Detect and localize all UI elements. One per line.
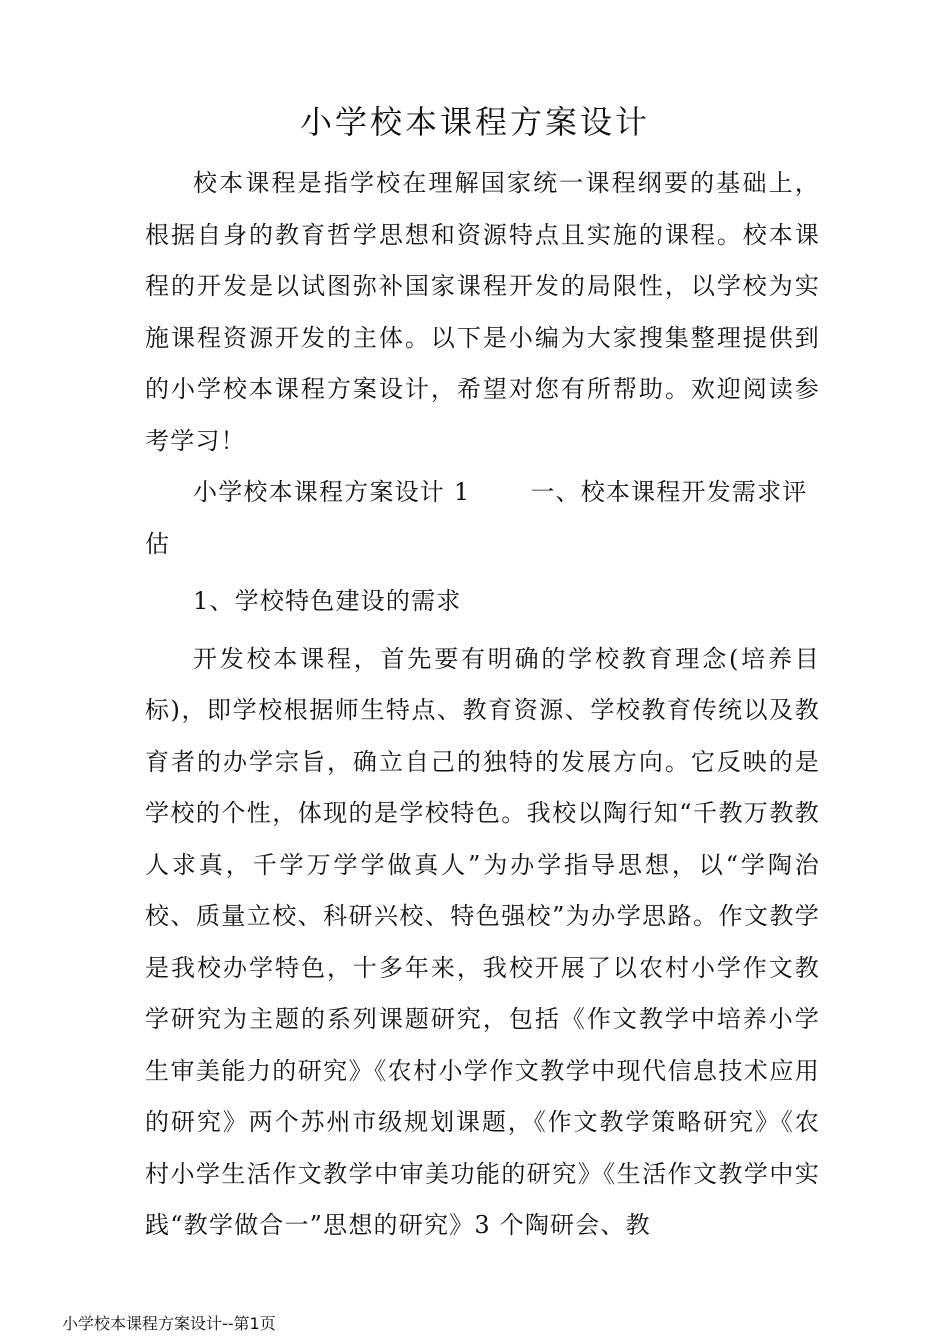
subsection-heading: 1、学校特色建设的需求: [193, 587, 462, 615]
page-footer: 小学校本课程方案设计--第1页: [62, 1314, 276, 1333]
section-title: 小学校本课程方案设计 1: [193, 478, 471, 506]
section-heading-line: [145, 467, 820, 570]
section-heading: 一、校本课程开发需求评估: [145, 478, 808, 558]
intro-paragraph: 校本课程是指学校在理解国家统一课程纲要的基础上，根据自身的教育哲学思想和资源特点且实施的课程。校本课程的开发是以试图弥补国家课程开发的局限性，以学校为实施课程资源开发的主体。以下是小编为大家搜集整理提供到的小学校本课程方案设计，希望对您有所帮助。欢迎阅读参考学习！: [145, 169, 820, 455]
page-title: 小学校本课程方案设计: [299, 103, 650, 141]
body-paragraph: 开发校本课程，首先要有明确的学校教育理念(培养目标)，即学校根据师生特点、教育资源、学校教育传统以及教育者的办学宗旨，确立自己的独特的发展方向。它反映的是学校的个性，体现的是学校特色。我校以陶行知“千教万教教人求真，千学万学学做真人”为办学指导思想，以“学陶治校、质量立校、科研兴校、特色强校”为办学思路。作文教学是我校办学特色，十多年来，我校开展了以农村小学作文教学研究为主题的系列课题研究，包括《作文教学中培养小学生审美能力的研究》《农村小学作文教学中现代信息技术应用的研究》两个苏州市级规划课题，《作文教学策略研究》《农村小学生活作文教学中审美功能的研究》《生活作文教学中实践“教学做合一”思想的研究》3 个陶研会、教: [145, 644, 820, 1239]
document-body: [145, 158, 820, 1252]
